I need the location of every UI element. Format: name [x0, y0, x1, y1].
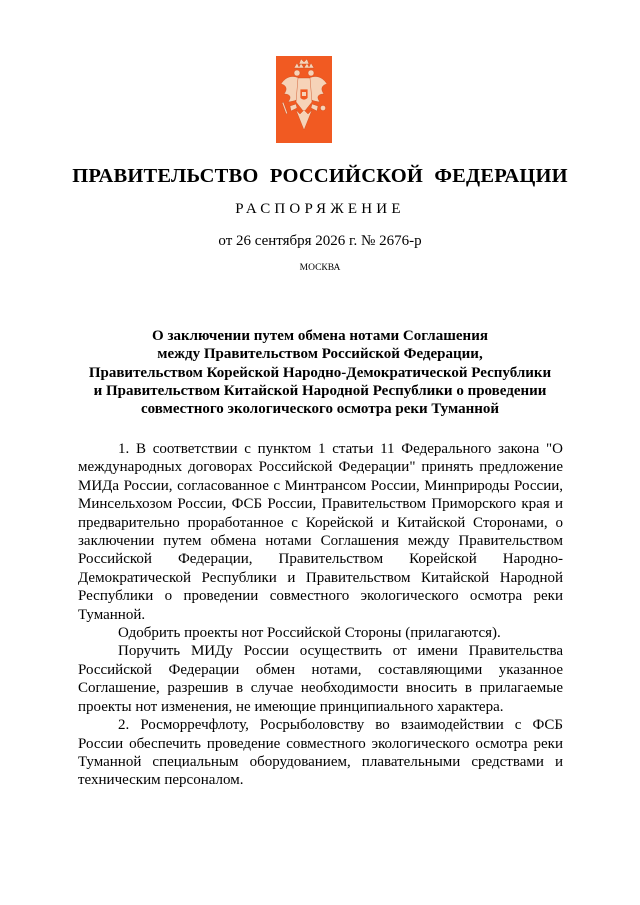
subject-line: между Правительством Российской Федерации, [157, 346, 483, 363]
document-body [78, 440, 563, 790]
document-date-number: от 26 сентября 2026 г. № 2676-р [218, 233, 422, 249]
coat-of-arms-icon [276, 56, 332, 143]
document-subject [60, 327, 580, 418]
document-type: РАСПОРЯЖЕНИЕ [235, 201, 405, 217]
paragraph-instruct-mfa: Поручить МИДу России осуществить от имени Правительства Российской Федерации обмен нотами, составляющими указанное Соглашение, разрешив в случае необходимости вносить в прилагаемые проекты нот изменения, не имеющие принципиального характера. [78, 643, 563, 715]
subject-line: Правительством Корейской Народно-Демократической Республики [88, 364, 552, 381]
document-place: МОСКВА [299, 263, 341, 273]
paragraph-clause-2: 2. Росморречфлоту, Росрыболовству во взаимодействии с ФСБ России обеспечить проведение совместного экологического осмотра реки Туманной специальным оборудованием, плавательными средствами и техническим персоналом. [78, 717, 563, 789]
subject-line: О заключении путем обмена нотами Соглашения [152, 328, 488, 344]
government-title: ПРАВИТЕЛЬСТВО РОССИЙСКОЙ ФЕДЕРАЦИИ [72, 165, 568, 187]
paragraph-approve-drafts: Одобрить проекты нот Российской Стороны (прилагаются). [118, 625, 501, 642]
subject-line: и Правительством Китайской Народной Республики о проведении [93, 382, 547, 399]
subject-line: совместного экологического осмотра реки Туманной [141, 401, 499, 418]
paragraph-clause-1: 1. В соответствии с пунктом 1 статьи 11 Федерального закона "О международных договорах Российской Федерации" принять предложение МИДа России, согласованное с Минтрансом России, Минприроды России, Минсельхозом России, ФСБ России, Правительством Приморского края и предварительно проработанное с Корейской и Китайской Сторонами, о заключении путем обмена нотами Соглашения между Правительством Российской Федерации, Правительством Корейской Народно-Демократической Республики и Правительством Китайской Народной Республики о проведении совместного экологического осмотра реки Туманной. [78, 441, 563, 623]
